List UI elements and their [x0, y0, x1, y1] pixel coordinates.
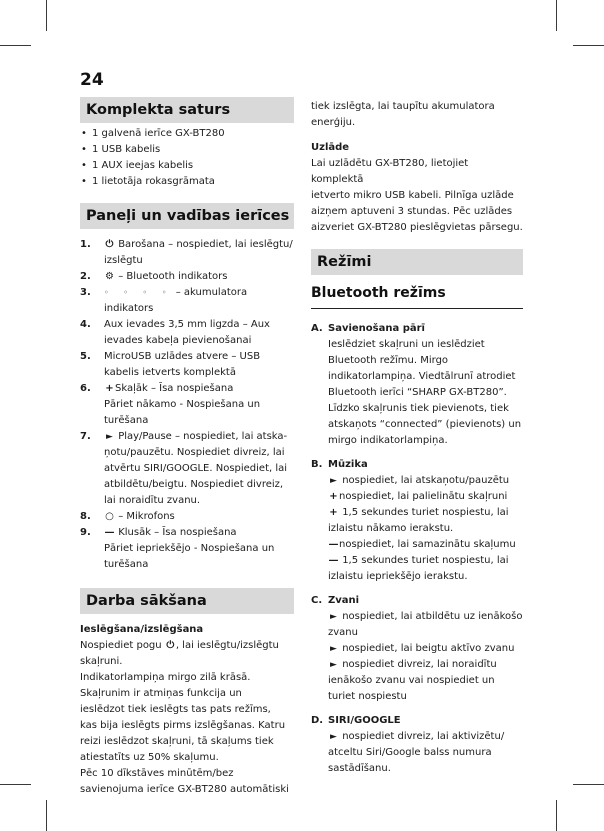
- text-line: Pēc 10 dīkstāves minūtēm/bez: [80, 768, 234, 779]
- crop-mark: [46, 800, 47, 831]
- minus-icon: —: [328, 539, 339, 550]
- play-icon: ►: [330, 476, 337, 486]
- text-line: kas bija ieslēgts pirms izslēgšanas. Katru: [80, 720, 286, 731]
- power-subheading: Ieslēgšana/izslēgšana: [80, 624, 204, 635]
- bluetooth-led-icon: ⚙: [105, 271, 114, 282]
- list-item: 7. ► Play/Pause – nospiediet, lai atska- ņotu/pauzētu. Nospiediet divreiz, lai atvērtu SIRI/GOOGLE. Nospiediet, lai atbildētu/beigtu. Nospiediet divreiz, lai noraidītu zvanu.: [80, 431, 288, 506]
- text-line: skaļruni.: [80, 656, 123, 667]
- modes-list: [311, 321, 523, 777]
- list-item: 4. Aux ievades 3,5 mm ligzda – Aux ievades kabeļa pievienošanai: [80, 319, 270, 346]
- text-line: Skaļrunim ir atmiņas funkcija un: [80, 688, 242, 699]
- crop-mark: [46, 0, 47, 31]
- modes-heading: Režīmi: [311, 249, 523, 275]
- text-line: savienojuma ierīce GX-BT280 automātiski: [80, 784, 289, 795]
- power-icon: ⏻: [166, 640, 175, 651]
- play-icon: ►: [106, 432, 113, 442]
- crop-mark: [0, 45, 31, 46]
- play-icon: ►: [330, 660, 337, 670]
- start-heading: Darba sākšana: [80, 588, 294, 614]
- list-item: • 1 lietotāja rokasgrāmata: [80, 174, 294, 190]
- text-line: aizveriet GX-BT280 pieslēgvietas pārsegu.: [311, 222, 523, 233]
- list-item: C. Zvani ► nospiediet, lai atbildētu uz ienākošo zvanu ► nospiediet, lai beigtu aktīvo zvanu ► nospiediet divreiz, lai noraidītu ienākošo zvanu vai nospiediet un turiet nospiestu: [311, 595, 523, 702]
- plus-icon: +: [329, 491, 338, 502]
- list-item: D. SIRI/GOOGLE ► nospiediet divreiz, lai aktivizētu/ atceltu Siri/Google balss numura sastādīšanu.: [311, 715, 505, 774]
- left-column: [80, 97, 294, 798]
- controls-heading: Paneļi un vadības ierīces: [80, 203, 294, 229]
- list-item: • 1 AUX ieejas kabelis: [80, 158, 294, 174]
- minus-icon: —: [104, 527, 115, 538]
- list-item: 8. ○ – Mikrofons: [80, 509, 294, 525]
- contents-list: [80, 126, 294, 190]
- list-item: 3. ◦ ◦ ◦ ◦ – akumulatora indikators: [80, 287, 248, 314]
- list-item: • 1 galvenā ierīce GX-BT280: [80, 126, 294, 142]
- play-icon: ►: [330, 644, 337, 654]
- text-line: ieslēdzot tiek ieslēgts tas pats režīms,: [80, 704, 271, 715]
- crop-mark: [573, 784, 604, 785]
- text-line: Indikatorlampiņa mirgo zilā krāsā.: [80, 672, 251, 683]
- list-item: B. Mūzika ► nospiediet, lai atskaņotu/pauzētu +nospiediet, lai palielinātu skaļruni + 1,5 sekundes turiet nospiestu, lai izlaistu nākamo ierakstu. —nospiediet, lai samazinātu skaļumu — 1,5 sekundes turiet nospiestu, lai izlaistu iepriekšējo ierakstu.: [311, 459, 516, 582]
- text-line: Lai uzlādētu GX-BT280, lietojiet komplektā: [311, 158, 469, 185]
- page-number: 24: [80, 70, 104, 90]
- crop-mark: [556, 0, 557, 31]
- plus-icon: +: [329, 507, 338, 518]
- plus-icon: +: [105, 383, 114, 394]
- list-item: 2. ⚙ – Bluetooth indikators: [80, 269, 294, 285]
- crop-mark: [556, 800, 557, 831]
- play-icon: ►: [330, 732, 337, 742]
- start-section: [80, 622, 294, 798]
- list-item: 1. ⏻ Barošana – nospiediet, lai ieslēgtu/ izslēgtu: [80, 239, 293, 266]
- list-item: 9. — Klusāk – Īsa nospiešana Pāriet iepriekšējo - Nospiešana un turēšana: [80, 527, 275, 570]
- text-line: enerģiju.: [311, 117, 356, 128]
- crop-mark: [573, 45, 604, 46]
- right-column: [311, 99, 523, 777]
- minus-icon: —: [328, 555, 339, 566]
- play-icon: ►: [330, 612, 337, 622]
- list-item: A. Savienošana pārī Ieslēdziet skaļruni un ieslēdziet Bluetooth režīmu. Mirgo indikatorlampiņa. Viedtālrunī atrodiet Bluetooth ierīci “SHARP GX-BT280”. Līdzko skaļrunis tiek pievienots, tiek atskaņots “connected” (pievienots) un mirgo indikatorlampiņa.: [311, 323, 522, 446]
- charge-subheading: Uzlāde: [311, 142, 350, 153]
- power-icon: ⏻: [105, 239, 114, 250]
- text-line: atiestatīts uz 50% skaļumu.: [80, 752, 219, 763]
- text-line: ietverto mikro USB kabeli. Pilnīga uzlāde: [311, 190, 514, 201]
- battery-led-icon: ◦ ◦ ◦ ◦: [104, 288, 173, 297]
- contents-heading: Komplekta saturs: [80, 97, 294, 123]
- list-item: 6. +Skaļāk – Īsa nospiešana Pāriet nākamo - Nospiešana un turēšana: [80, 383, 261, 426]
- list-item: 5. MicroUSB uzlādes atvere – USB kabelis ietverts komplektā: [80, 351, 261, 378]
- list-item: • 1 USB kabelis: [80, 142, 294, 158]
- text-line: Nospiediet pogu ⏻ , lai ieslēgtu/izslēgtu: [80, 638, 294, 654]
- microphone-icon: ○: [105, 511, 114, 522]
- text-line: tiek izslēgta, lai taupītu akumulatora: [311, 101, 495, 112]
- text-line: aizņem aptuveni 3 stundas. Pēc uzlādes: [311, 206, 513, 217]
- bluetooth-mode-title: Bluetooth režīms: [311, 284, 523, 309]
- crop-mark: [0, 784, 31, 785]
- controls-list: [80, 237, 294, 573]
- text-line: reizi ieslēdzot skaļruni, tā skaļums tiek: [80, 736, 274, 747]
